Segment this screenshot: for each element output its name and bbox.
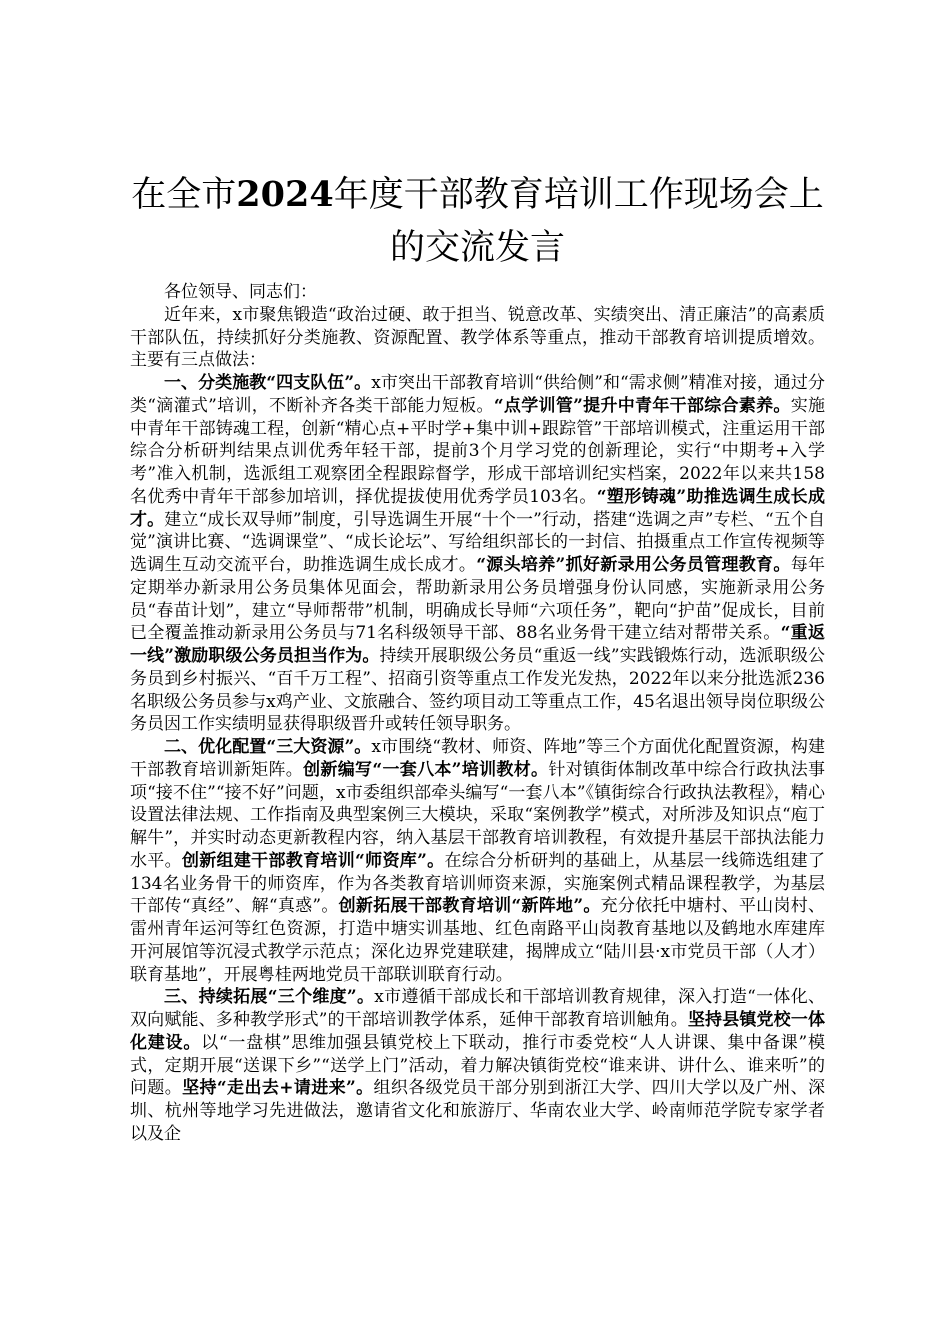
section-2-text: x市围绕“教材、师资、阵地”等三个方面优化配置资源，构建干部教育培训新矩阵。 (130, 737, 825, 780)
section-1-point-4: “重返一线”激励职级公务员担当作为。 (130, 623, 826, 666)
section-1-text: 建立“成长双导师”制度，引导选调生开展“十个一”行动，搭建“选调之声”专栏、“五个自觉”演讲比赛、“选调课堂”、“成长论坛”、写给组织部长的一封信、拍摄重点工作宣传视频等选调生互动交流平台，助推选调生成长成才。 (130, 509, 826, 575)
title-year: 2024 (236, 174, 334, 215)
section-3-text: x市遵循干部成长和干部培训教育规律，深入打造“一体化、双向赋能、多种教学形式”的干部培训教学体系，延伸干部教育培训触角。 (130, 987, 825, 1030)
section-1-paragraph (130, 372, 825, 736)
section-2-heading: 二、优化配置“三大资源”。 (164, 737, 372, 757)
section-2-point-3: 创新拓展干部教育培训“新阵地”。 (338, 896, 601, 917)
section-1-text: 实施中青年干部铸魂工程，创新“精心点+平时学+集中训+跟踪管”干部培训模式，注重运用干部综合分析研判结果点训优秀年轻干部，提前3个月学习党的创新理论，实行“中期考+入学考”准入机制，选派组工观察团全程跟踪督学，形成干部培训纪实档案，2022年以来共158名优秀中青年干部参加培训，择优提拔使用优秀学员103名。 (130, 395, 826, 507)
section-2-text: 在综合分析研判的基础上，从基层一线筛选组建了134名业务骨干的师资库，作为各类教育培训师资来源，实施案例式精品课程教学，为基层干部传“真经”、解“真惑”。 (130, 850, 825, 917)
section-3-text: 以“一盘棋”思维加强县镇党校上下联动，推行市委党校“人人讲课、集中备课”模式，定期开展“送课下乡”“送学上门”活动，着力解决镇街党校“谁来讲、讲什么、谁来听”的问题。 (130, 1032, 825, 1099)
document-page (130, 168, 825, 1146)
section-2-paragraph (130, 736, 825, 986)
section-2-text: 针对镇街体制改革中综合行政执法事项“接不住”“接不好”问题，x市委组织部牵头编写“一套八本”《镇街综合行政执法教程》，精心设置法律法规、工作指南及典型案例三大模块，采取“案例教学”模式，对所涉及知识点“庖丁解牛”，并实时动态更新教程内容，纳入基层干部教育培训教程，有效提升基层干部执法能力水平。 (130, 759, 826, 871)
section-2-point-1: 创新编写“一套八本”培训教材。 (303, 759, 549, 780)
title-part-2: 年度干部教育培训工作现场会上的交流发言 (333, 175, 824, 268)
section-1-point-1: “点学训管”提升中青年干部综合素养。 (493, 395, 791, 416)
intro-paragraph: 近年来，x市聚焦锻造“政治过硬、敢于担当、锐意改革、实绩突出、清正廉洁”的高素质干部队伍，持续抓好分类施教、资源配置、教学体系等重点，推动干部教育培训提质增效。主要有三点做法： (130, 304, 825, 371)
section-3-heading: 三、持续拓展“三个维度”。 (164, 987, 375, 1008)
section-3-paragraph (130, 986, 825, 1145)
section-1-point-2: “塑形铸魂”助推选调生成长成才。 (130, 486, 825, 530)
document-title (130, 168, 825, 275)
section-1-text: 每年定期举办新录用公务员集体见面会，帮助新录用公务员增强身份认同感，实施新录用公务员“春苗计划”，建立“导师帮带”机制，明确成长导师“六项任务”，靶向“护苗”促成长，目前已全覆盖推动新录用公务员与71名科级领导干部、88名业务骨干建立结对帮带关系。 (130, 555, 825, 644)
section-1-text: x市突出干部教育培训“供给侧”和“需求侧”精准对接，通过分类“滴灌式”培训，不断补齐各类干部能力短板。 (130, 373, 825, 416)
section-1-text: 持续开展职级公务员“重返一线”实践锻炼行动，选派职级公务员到乡村振兴、“百千万工程”、招商引资等重点工作发光发热，2022年以来分批选派236名职级公务员参与x鸡产业、文旅融合、签约项目动工等重点工作，45名退出领导岗位职级公务员因工作实绩明显获得职级晋升或转任领导职务。 (130, 646, 825, 735)
title-part-1: 在全市 (131, 175, 237, 215)
salutation: 各位领导、同志们： (164, 282, 317, 302)
section-3-point-2: 坚持“走出去+请进来”。 (182, 1078, 374, 1099)
section-3-text: 组织各级党员干部分别到浙江大学、四川大学以及广州、深圳、杭州等地学习先进做法，邀请省文化和旅游厅、华南农业大学、岭南师范学院专家学者以及企 (130, 1078, 825, 1144)
section-2-text: 充分依托中塘村、平山岗村、雷州青年运河等红色资源，打造中塘实训基地、红色南路平山岗教育基地以及鹤地水库建库开河展馆等沉浸式教学示范点；深化边界党建联建，揭牌成立“陆川县·x市党员干部（人才）联育基地”，开展粤桂两地党员干部联训联育行动。 (130, 896, 826, 985)
section-3-point-1: 坚持县镇党校一体化建设。 (130, 1010, 825, 1053)
section-1-point-3: “源头培养”抓好新录用公务员管理教育。 (476, 555, 791, 575)
section-1-heading: 一、分类施教“四支队伍”。 (164, 373, 372, 393)
section-2-point-2: 创新组建干部教育培训“师资库”。 (181, 850, 445, 871)
